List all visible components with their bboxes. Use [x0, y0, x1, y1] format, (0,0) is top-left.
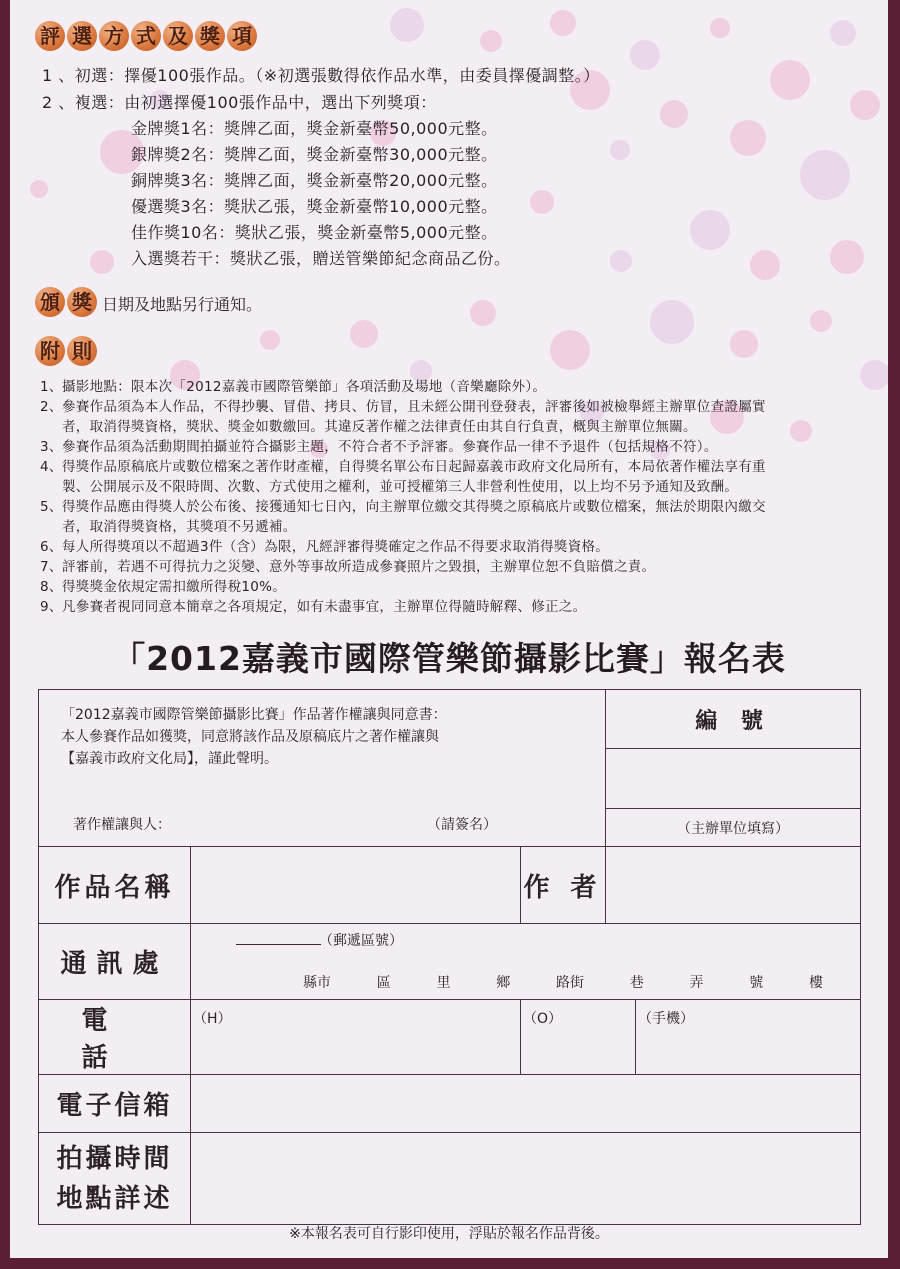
author-field[interactable]	[606, 847, 861, 924]
award-item: 銀牌獎2名：獎牌乙面，獎金新臺幣30,000元整。	[131, 145, 498, 164]
form-footer-note: ※本報名表可自行影印使用，浮貼於報名作品背後。	[289, 1226, 609, 1242]
phone-label: 電話	[39, 1000, 191, 1075]
author-label: 作 者	[521, 847, 606, 924]
phone-mobile-field[interactable]	[636, 1000, 861, 1075]
phone-home-hint: （H）	[193, 1011, 232, 1027]
rule-item: 5、得獎作品應由得獎人於公布後、接獲通知七日內，向主辦單位繳交其得獎之原稿底片或數位檔案，無法於期限內繳交 者，取消得獎資格，其獎項不另遞補。	[40, 499, 766, 535]
sign-hint: （請簽名）	[427, 817, 497, 833]
selection-line-1: 1 、初選：擇優100張作品。（※初選張數得依作品水準，由委員擇優調整。）	[42, 66, 600, 85]
copyright-agreement-cell	[39, 690, 606, 847]
postal-code-hint: （郵遞區號）	[319, 933, 403, 949]
shoot-label-line: 地點詳述	[56, 1183, 173, 1214]
badge-char: 頒	[35, 287, 65, 317]
badge-char: 方	[99, 21, 129, 51]
address-part: 里	[436, 975, 451, 991]
shoot-detail-label	[39, 1133, 191, 1225]
phone-mobile-hint: （手機）	[638, 1011, 695, 1027]
work-name-field[interactable]	[191, 847, 521, 924]
agreement-line: 本人參賽作品如獲獎，同意將該作品及原稿底片之著作權讓與	[61, 729, 439, 745]
agreement-line: 「2012嘉義市國際管樂節攝影比賽」作品著作權讓與同意書：	[61, 707, 447, 723]
award-item: 金牌獎1名：獎牌乙面，獎金新臺幣50,000元整。	[131, 119, 498, 138]
address-part: 樓	[809, 975, 823, 991]
award-item: 優選獎3名：獎狀乙張，獎金新臺幣10,000元整。	[131, 197, 498, 216]
badge-char: 獎	[67, 287, 97, 317]
rule-item: 6、每人所得獎項以不超過3件（含）為限，凡經評審得獎確定之作品不得要求取消得獎資格。	[40, 539, 610, 555]
award-item: 銅牌獎3名：獎牌乙面，獎金新臺幣20,000元整。	[131, 171, 498, 190]
award-item: 佳作獎10名：獎狀乙張，獎金新臺幣5,000元整。	[131, 223, 498, 242]
email-label: 電子信箱	[39, 1075, 191, 1133]
badge-char: 獎	[195, 21, 225, 51]
phone-office-field[interactable]	[521, 1000, 636, 1075]
address-parts	[303, 972, 823, 992]
award-item: 入選獎若干：獎狀乙張，贈送管樂節紀念商品乙份。	[131, 249, 511, 268]
registration-form	[38, 689, 861, 1225]
assignor-label: 著作權讓與人：	[73, 817, 171, 833]
address-part: 巷	[629, 975, 644, 991]
rule-item: 2、參賽作品須為本人作品，不得抄襲、冒借、拷貝、仿冒，且未經公開刊登發表，評審後如被檢舉經主辦單位查證屬實 者，取消得獎資格，獎狀、獎金如數繳回。其違反著作權之法律責任由其自行負責，概與主辦單位無關。	[40, 399, 766, 435]
work-name-label: 作品名稱	[39, 847, 191, 924]
shoot-label-line: 拍攝時間	[56, 1143, 173, 1174]
badge-char: 式	[131, 21, 161, 51]
rule-item: 7、評審前，若遇不可得抗力之災變、意外等事故所造成參賽照片之毀損，主辦單位恕不負賠償之責。	[40, 559, 656, 575]
phone-office-hint: （O）	[523, 1011, 563, 1027]
rule-item: 3、參賽作品須為活動期間拍攝並符合攝影主題，不符合者不予評審。參賽作品一律不予退件（包括規格不符）。	[40, 439, 718, 455]
badge-char: 則	[67, 336, 97, 366]
postal-code-line	[236, 944, 321, 945]
address-part: 縣市	[303, 975, 331, 991]
address-part: 區	[376, 975, 391, 991]
number-field[interactable]	[606, 749, 861, 809]
ceremony-text: 日期及地點另行通知。	[102, 295, 263, 314]
rule-item: 8、得獎獎金依規定需扣繳所得稅10%。	[40, 579, 287, 595]
section-appendix-header	[35, 336, 97, 366]
number-label: 編 號	[606, 690, 861, 749]
address-part: 號	[749, 975, 764, 991]
rules-content	[10, 0, 888, 1258]
badge-char: 及	[163, 21, 193, 51]
address-part: 路街	[556, 975, 584, 991]
section-selection-header	[35, 21, 257, 51]
rule-item: 1、攝影地點：限本次「2012嘉義市國際管樂節」各項活動及場地（音樂廳除外）。	[40, 379, 547, 395]
rule-item: 9、凡參賽者視同同意本簡章之各項規定，如有未盡事宜，主辦單位得隨時解釋、修正之。	[40, 599, 587, 615]
organizer-fill-note: （主辦單位填寫）	[606, 809, 861, 847]
phone-home-field[interactable]	[191, 1000, 521, 1075]
badge-char: 附	[35, 336, 65, 366]
selection-line-2: 2 、複選：由初選擇優100張作品中，選出下列獎項：	[42, 93, 437, 112]
badge-char: 評	[35, 21, 65, 51]
address-label: 通訊處	[39, 924, 191, 1000]
agreement-line: 【嘉義市政府文化局】，謹此聲明。	[61, 751, 278, 767]
badge-char: 選	[67, 21, 97, 51]
section-ceremony-header	[35, 287, 97, 317]
form-title: 「2012嘉義市國際管樂節攝影比賽」報名表	[112, 639, 786, 678]
address-part: 弄	[689, 975, 704, 991]
document-sheet	[10, 0, 888, 1258]
address-field[interactable]	[191, 924, 861, 1000]
email-field[interactable]	[191, 1075, 861, 1133]
shoot-detail-field[interactable]	[191, 1133, 861, 1225]
badge-char: 項	[227, 21, 257, 51]
rule-item: 4、得獎作品原稿底片或數位檔案之著作財產權，自得獎名單公布日起歸嘉義市政府文化局所有，本局依著作權法享有重 製、公開展示及不限時間、次數、方式使用之權利，並可授權第三人非營利性使用，以上均不另予通知及致酬。	[40, 459, 766, 495]
address-part: 鄉	[496, 975, 511, 991]
